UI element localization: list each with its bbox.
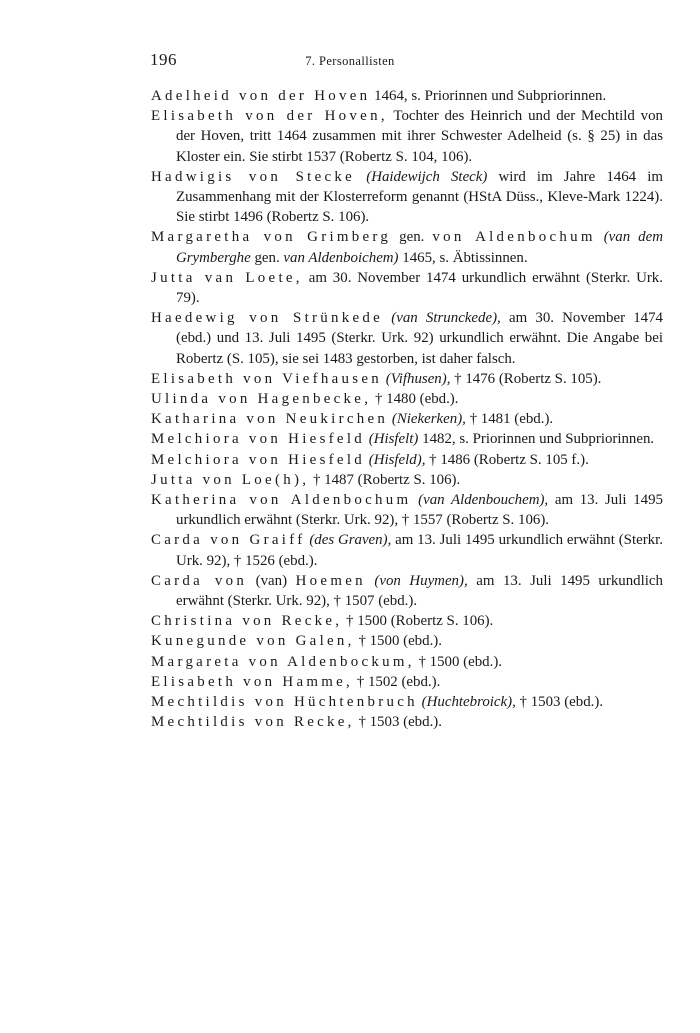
entry-text: am 30. November 1474 urkundlich erwähnt (Sterkr. Urk. 79). bbox=[176, 269, 663, 307]
entry-text: † 1481 (ebd.). bbox=[469, 411, 554, 428]
entry-text: Tochter des Heinrich und der Mechtild von der Hoven, tritt 1464 zusammen mit ihrer Schwester Adelheid (s. § 25) in das Kloster ein. Sie stirbt 1537 (Robertz S. 104, 106). bbox=[176, 108, 663, 165]
list-entry bbox=[151, 369, 663, 389]
entry-name: Kunegunde von Galen, bbox=[151, 633, 355, 650]
entry-variant-name: (van Aldenbouchem), bbox=[418, 492, 549, 509]
entry-text: † 1500 (Robertz S. 106). bbox=[346, 613, 494, 630]
list-entry bbox=[151, 712, 663, 732]
list-entry bbox=[151, 652, 663, 672]
list-entry bbox=[151, 571, 663, 611]
entry-name: Elisabeth von der Hoven, bbox=[151, 108, 388, 125]
entry-text: 1465, s. Äbtissinnen. bbox=[402, 249, 528, 266]
running-head: 7. Personallisten bbox=[305, 54, 395, 68]
entry-text: † 1476 (Robertz S. 105). bbox=[454, 370, 602, 387]
entry-connector: (van) bbox=[255, 572, 288, 589]
entry-variant-name: (Niekerken), bbox=[391, 411, 466, 428]
list-entry bbox=[151, 308, 663, 369]
entry-name: Jutta van Loete, bbox=[151, 269, 303, 286]
list-entry bbox=[151, 106, 663, 167]
list-entry bbox=[151, 409, 663, 429]
entry-text: † 1500 (ebd.). bbox=[358, 633, 442, 650]
entry-variant-name: (Vifhusen), bbox=[385, 370, 451, 387]
list-entry bbox=[151, 672, 663, 692]
entry-name: Melchiora von Hiesfeld bbox=[151, 431, 366, 448]
entry-connector: gen. bbox=[399, 229, 425, 246]
entry-text: † 1503 (ebd.). bbox=[519, 694, 604, 711]
entry-name: Christina von Recke, bbox=[151, 613, 343, 630]
entry-name: Elisabeth von Hamme, bbox=[151, 673, 354, 690]
entry-text: am 13. Juli 1495 urkundlich erwähnt (Sterkr. Urk. 92), † 1557 (Robertz S. 106). bbox=[176, 492, 663, 529]
list-entry bbox=[151, 167, 663, 228]
entry-name: Mechtildis von Recke, bbox=[151, 714, 355, 731]
list-entry bbox=[151, 389, 663, 409]
entry-text: am 13. Juli 1495 urkundlich erwähnt (Sterkr. Urk. 92), † 1507 (ebd.). bbox=[176, 572, 663, 610]
entry-variant-name: (Hisfeld), bbox=[368, 451, 426, 468]
entry-variant-name: (Hisfelt) bbox=[368, 431, 419, 448]
list-entry bbox=[151, 429, 663, 449]
entry-name: Carda von bbox=[151, 572, 248, 589]
entry-name: Haedewig von Strünkede bbox=[151, 310, 384, 327]
entry-text: 1482, s. Priorinnen und Subpriorinnen. bbox=[422, 431, 655, 448]
list-entry bbox=[151, 227, 663, 267]
entry-name: Margareta von Aldenbockum, bbox=[151, 653, 415, 670]
entry-text: 1464, s. Priorinnen und Subpriorinnen. bbox=[374, 88, 607, 104]
entry-name: Katharina von Neukirchen bbox=[151, 411, 389, 428]
list-entry bbox=[151, 470, 663, 490]
entry-variant-name: (des Graven), bbox=[309, 532, 392, 549]
entry-name: Jutta von Loe(h), bbox=[151, 471, 310, 488]
entry-name: Hadwigis von Stecke bbox=[151, 168, 356, 185]
page-number: 196 bbox=[150, 50, 177, 69]
entry-name: Carda von Graiff bbox=[151, 532, 306, 549]
entry-text: † 1503 (ebd.). bbox=[358, 714, 442, 731]
entry-name-secondary: von Aldenbochum bbox=[432, 229, 596, 246]
entry-name: Katherina von Aldenbochum bbox=[151, 492, 412, 509]
entry-name: Margaretha von Grimberg bbox=[151, 229, 392, 246]
entry-name: Mechtildis von Hüchtenbruch bbox=[151, 694, 418, 711]
entry-name: Elisabeth von Viefhausen bbox=[151, 370, 383, 387]
list-entry bbox=[151, 86, 663, 106]
entry-text: am 30. November 1474 (ebd.) und 13. Juli 1495 (Sterkr. Urk. 92) urkundlich erwähnt. Die Angabe bei Robertz (S. 105), sie sei 1483 gestorben, ist daher falsch. bbox=[176, 310, 664, 367]
entry-name: Adelheid von der Hoven bbox=[151, 88, 371, 104]
list-entry bbox=[151, 490, 663, 530]
entry-variant-name: (von Huymen), bbox=[374, 572, 468, 589]
personnel-list bbox=[151, 86, 663, 733]
entry-text: † 1486 (Robertz S. 105 f.). bbox=[429, 451, 589, 468]
entry-variant-name: (Haidewijch Steck) bbox=[366, 168, 488, 185]
entry-variant-name: (Huchtebroick), bbox=[421, 694, 516, 711]
entry-name-secondary: Hoemen bbox=[295, 572, 366, 589]
entry-text: † 1487 (Robertz S. 106). bbox=[312, 471, 461, 488]
entry-variant-name: (van dem Grymberghe bbox=[176, 229, 663, 266]
list-entry bbox=[151, 611, 663, 631]
entry-connector: gen. bbox=[254, 249, 280, 266]
list-entry bbox=[151, 692, 663, 712]
list-entry bbox=[151, 530, 663, 570]
entry-text: am 13. Juli 1495 urkundlich erwähnt (Sterkr. Urk. 92), † 1526 (ebd.). bbox=[176, 532, 663, 569]
entry-text: wird im Jahre 1464 im Zusammenhang mit der Klosterreform genannt (HStA Düss., Kleve-Mark 1224). Sie stirbt 1496 (Robertz S. 106). bbox=[176, 168, 663, 226]
entry-text: † 1500 (ebd.). bbox=[418, 653, 503, 670]
entry-name: Melchiora von Hiesfeld bbox=[151, 451, 366, 468]
list-entry bbox=[151, 631, 663, 651]
entry-variant-name: van Aldenboichem) bbox=[283, 249, 399, 266]
list-entry bbox=[151, 450, 663, 470]
list-entry bbox=[151, 268, 663, 308]
entry-name: Ulinda von Hagenbecke, bbox=[151, 391, 372, 408]
entry-variant-name: (van Strunckede), bbox=[391, 310, 501, 327]
entry-text: † 1480 (ebd.). bbox=[374, 391, 459, 408]
entry-text: † 1502 (ebd.). bbox=[356, 673, 441, 690]
